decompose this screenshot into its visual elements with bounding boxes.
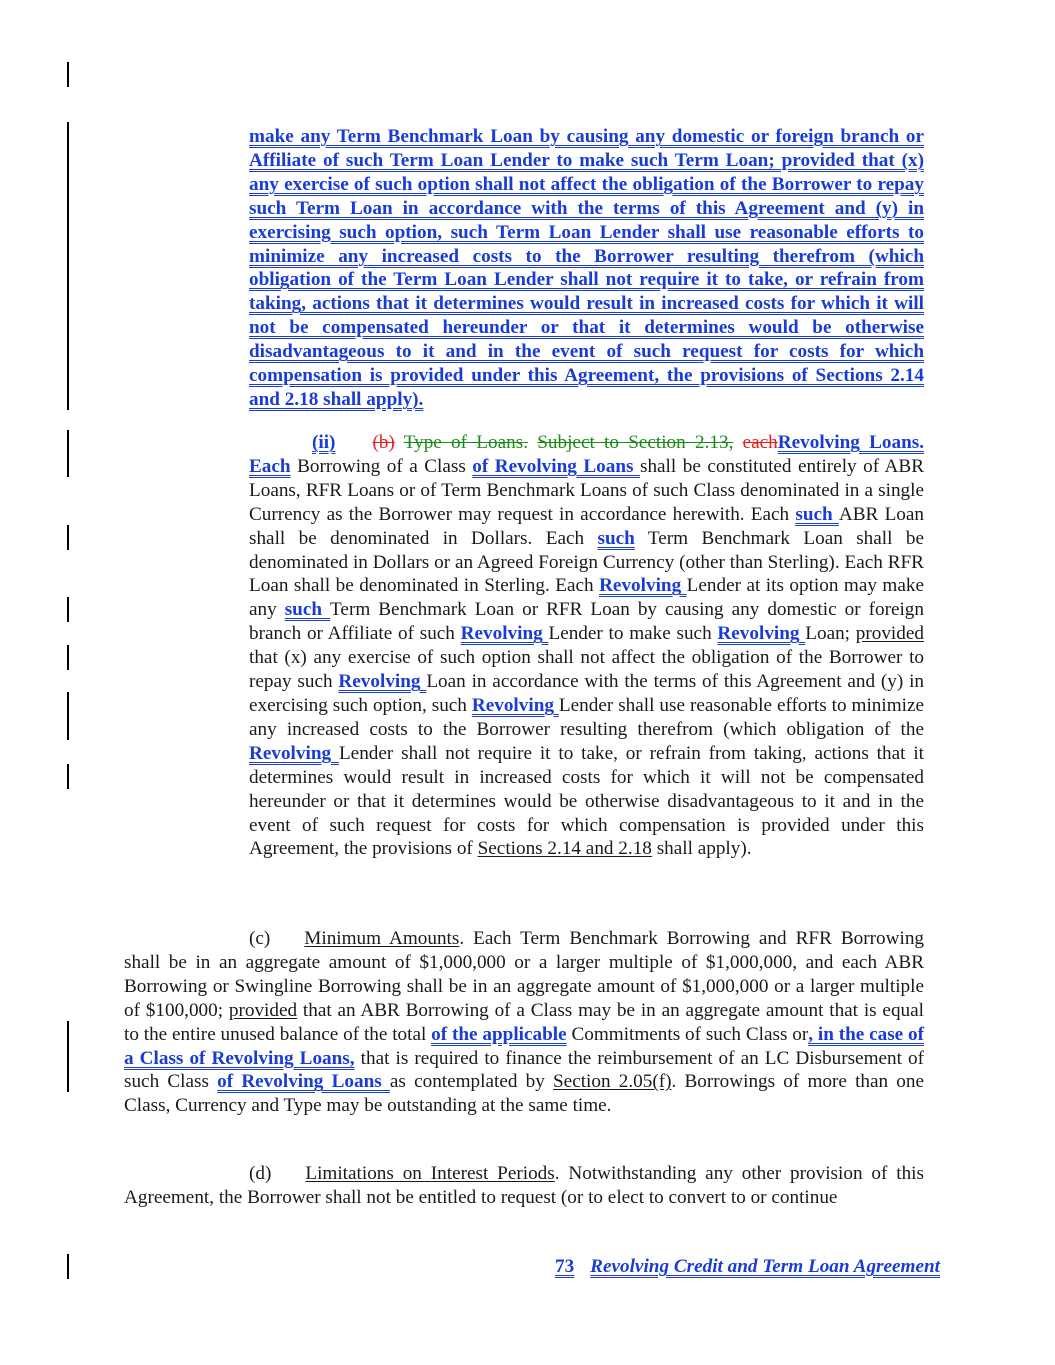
section-heading: Limitations on Interest Periods xyxy=(305,1163,555,1184)
change-bar xyxy=(67,597,69,622)
section-number: (ii) xyxy=(312,432,336,453)
page-footer xyxy=(555,1256,940,1278)
change-bar xyxy=(67,1021,69,1092)
change-bar xyxy=(67,62,69,87)
change-bar xyxy=(67,525,69,550)
change-bar xyxy=(67,1254,69,1279)
section-reference: Sections 2.14 and 2.18 xyxy=(477,838,652,860)
paragraph-minimum-amounts: (c) Minimum Amounts. Each Term Benchmark Borrowing and RFR Borrowing shall be in an aggregate amount of $1,000,000 or a larger multiple of $1,000,000, and each ABR Borrowing or Swingline Borrowing shall be in an aggregate amount of $1,000,000 or a larger multiple of $100,000; provided that an ABR Borrowing of a Class may be in an aggregate amount that is equal to the entire unused balance of the total of the applicable Commitments of such Class or, in the case of a Class of Revolving Loans, that is required to finance the reimbursement of an LC Disbursement of such Class of Revolving Loans as contemplated by Section 2.05(f). Borrowings of more than one Class, Currency and Type may be outstanding at the same time. xyxy=(124,928,925,1117)
change-bar xyxy=(67,122,69,410)
inserted-heading: Revolving Loans. Each xyxy=(249,432,925,477)
document-title: Revolving Credit and Term Loan Agreement xyxy=(590,1256,940,1277)
inserted-paragraph: make any Term Benchmark Loan by causing any domestic or foreign branch or Affiliate of such Term Loan Lender to make such Term Loan; provided that (x) any exercise of such option shall not affect the obligation of the Borrower to repay such Term Loan in accordance with the terms of this Agreement and (y) in exercising such option, such Term Loan Lender shall use reasonable efforts to minimize any increased costs to the Borrower resulting therefrom (which obligation of the Term Loan Lender shall not require it to take, or refrain from taking, actions that it determines would result in increased costs for which it will not be compensated hereunder or that it determines would be otherwise disadvantageous to it and in the event of such request for costs for which compensation is provided under this Agreement, the provisions of Sections 2.14 and 2.18 shall apply). xyxy=(249,126,924,410)
page-number: 73 xyxy=(554,1256,575,1277)
paragraph-limitations: (d) Limitations on Interest Periods. Notwithstanding any other provision of this Agreement, the Borrower shall not be entitled to request (or to elect to convert to or continue xyxy=(124,1163,924,1208)
section-number: (c) xyxy=(249,928,271,949)
change-bar xyxy=(67,645,69,670)
deleted-number: (b) xyxy=(372,432,395,453)
change-bar xyxy=(67,692,69,740)
change-bar xyxy=(67,764,69,789)
paragraph-revolving-loans: (ii) (b) Type of Loans. Subject to Section 2.13, eachRevolving Loans. Each Borrowing of a Class of Revolving Loans shall be constituted entirely of ABR Loans, RFR Loans or of Term Benchmark Loans of such Class denominated in a single Currency as the Borrower may request in accordance herewith. Each such ABR Loan shall be denominated in Dollars. Each such Term Benchmark Loan shall be denominated in Dollars or an Agreed Foreign Currency (other than Sterling). Each RFR Loan shall be denominated in Sterling. Each Revolving Lender at its option may make any such Term Benchmark Loan or RFR Loan by causing any domestic or foreign branch or Affiliate of such Revolving Lender to make such Revolving Loan; provided that (x) any exercise of such option shall not affect the obligation of the Borrower to repay such Revolving Loan in accordance with the terms of this Agreement and (y) in exercising such option, such Revolving Lender shall use reasonable efforts to minimize any increased costs to the Borrower resulting therefrom (which obligation of the Revolving Lender shall not require it to take, or refrain from taking, actions that it determines would result in increased costs for which it will not be compensated hereunder or that it determines would be otherwise disadvantageous to it and in the event of such request for costs for which compensation is provided under this Agreement, the provisions of Sections 2.14 and 2.18 shall apply). xyxy=(249,432,925,860)
section-heading: Minimum Amounts xyxy=(304,928,460,949)
moved-heading: Type of Loans xyxy=(403,432,524,453)
change-bar xyxy=(67,430,69,477)
moved-text: Subject to Section 2.13, xyxy=(537,432,734,453)
section-reference: Section 2.05(f) xyxy=(553,1071,672,1093)
section-number: (d) xyxy=(249,1163,272,1184)
